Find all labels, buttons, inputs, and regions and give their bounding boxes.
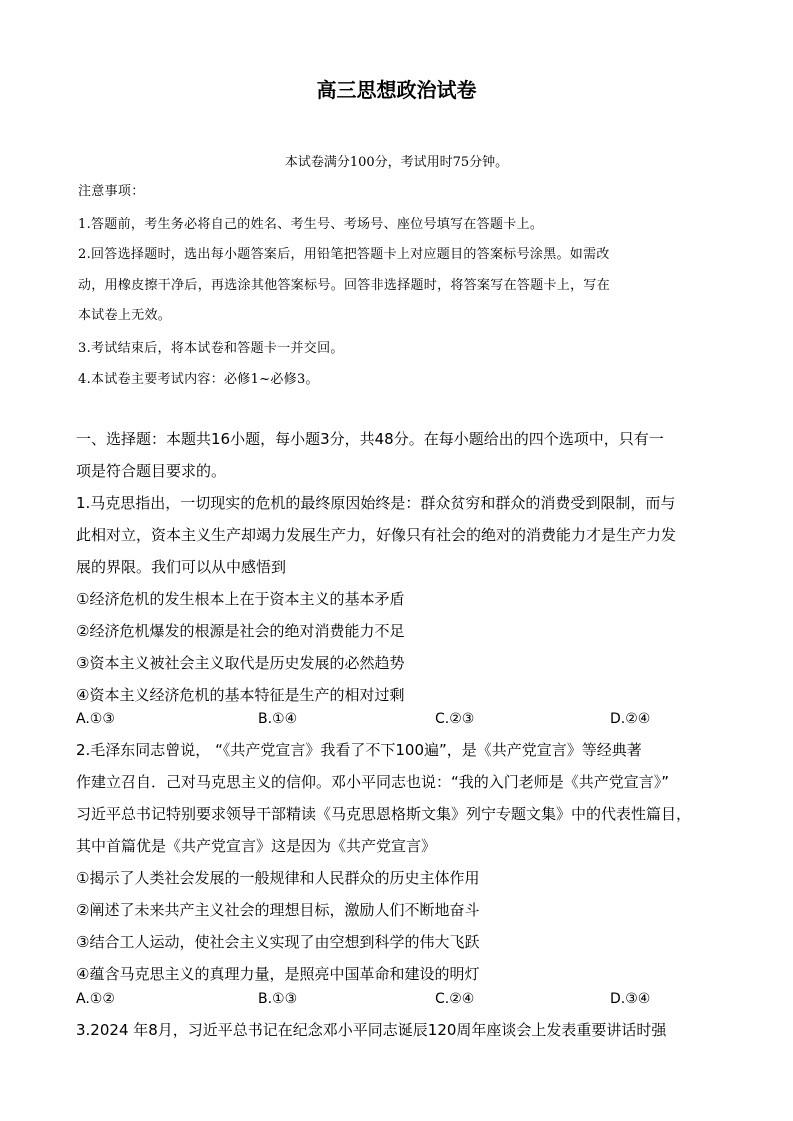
section-heading-line: 项是符合题目要求的。	[76, 462, 227, 480]
statement-item: ④蕴含马克思主义的真理力量，是照亮中国革命和建设的明灯	[76, 965, 480, 983]
answer-option[interactable]: B.①④	[258, 711, 298, 727]
answer-option[interactable]: A.①③	[76, 711, 115, 727]
statement-item: ①揭示了人类社会发展的一般规律和人民群众的历史主体作用	[76, 869, 480, 887]
question-stem-line: 1.马克思指出，一切现实的危机的最终原因始终是：群众贫穷和群众的消费受到限制，而与	[76, 494, 676, 512]
statement-item: ③结合工人运动，使社会主义实现了由空想到科学的伟大飞跃	[76, 933, 480, 951]
notice-line: 1.答题前，考生务必将自己的姓名、考生号、考场号、座位号填写在答题卡上。	[78, 217, 544, 232]
question-stem-line: 习近平总书记特别要求领导干部精读《马克思恩格斯文集》列宁专题文集》中的代表性篇目，	[76, 805, 692, 823]
answer-option[interactable]: B.①③	[258, 991, 298, 1007]
statement-item: ②经济危机爆发的根源是社会的绝对消费能力不足	[76, 622, 405, 640]
statement-item: ①经济危机的发生根本上在于资本主义的基本矛盾	[76, 590, 405, 608]
notice-line: 3.考试结束后，将本试卷和答题卡一并交回。	[78, 341, 344, 356]
notice-line: 本试卷上无效。	[78, 308, 172, 323]
notice-line: 动，用橡皮擦干净后，再选涂其他答案标号。回答非选择题时，将答案写在答题卡上，写在	[78, 278, 611, 293]
notice-line: 4.本试卷主要考试内容：必修1~必修3。	[78, 372, 319, 387]
answer-option[interactable]: D.②④	[610, 711, 651, 727]
statement-item: ④资本主义经济危机的基本特征是生产的相对过剩	[76, 686, 405, 704]
score-line: 本试卷满分100分，考试用时75分钟。	[284, 155, 509, 170]
notice-heading: 注意事项：	[78, 184, 145, 199]
question-stem-line: 3.2024 年8月，习近平总书记在纪念邓小平同志诞辰120周年座谈会上发表重要讲话时强	[76, 1021, 667, 1039]
question-stem-line: 2.毛泽东同志曾说， “《共产党宣言》我看了不下100遍”，是《共产党宣言》等经典著	[76, 741, 642, 759]
question-stem-line: 展的界限。我们可以从中感悟到	[76, 558, 287, 576]
page-title: 高三思想政治试卷	[316, 78, 477, 102]
answer-option[interactable]: A.①②	[76, 991, 115, 1007]
answer-option[interactable]: C.②③	[435, 711, 475, 727]
answer-option[interactable]: D.③④	[610, 991, 651, 1007]
question-stem-line: 作建立召自．己对马克思主义的信仰。邓小平同志也说：“我的入门老师是《共产党宣言》”	[76, 773, 670, 791]
answer-option[interactable]: C.②④	[435, 991, 475, 1007]
question-stem-line: 其中首篇优是《共产党宣言》这是因为《共产党宣言》	[76, 837, 437, 855]
section-heading-line: 一、选择题：本题共16小题，每小题3分，共48分。在每小题给出的四个选项中，只有一	[76, 430, 664, 448]
statement-item: ③资本主义被社会主义取代是历史发展的必然趋势	[76, 654, 405, 672]
notice-line: 2.回答选择题时，选出每小题答案后，用铅笔把答题卡上对应题目的答案标号涂黑。如需改	[78, 247, 610, 262]
question-stem-line: 此相对立，资本主义生产却竭力发展生产力，好像只有社会的绝对的消费能力才是生产力发	[76, 526, 677, 544]
statement-item: ②阐述了未来共产主义社会的理想目标，激励人们不断地奋斗	[76, 901, 480, 919]
